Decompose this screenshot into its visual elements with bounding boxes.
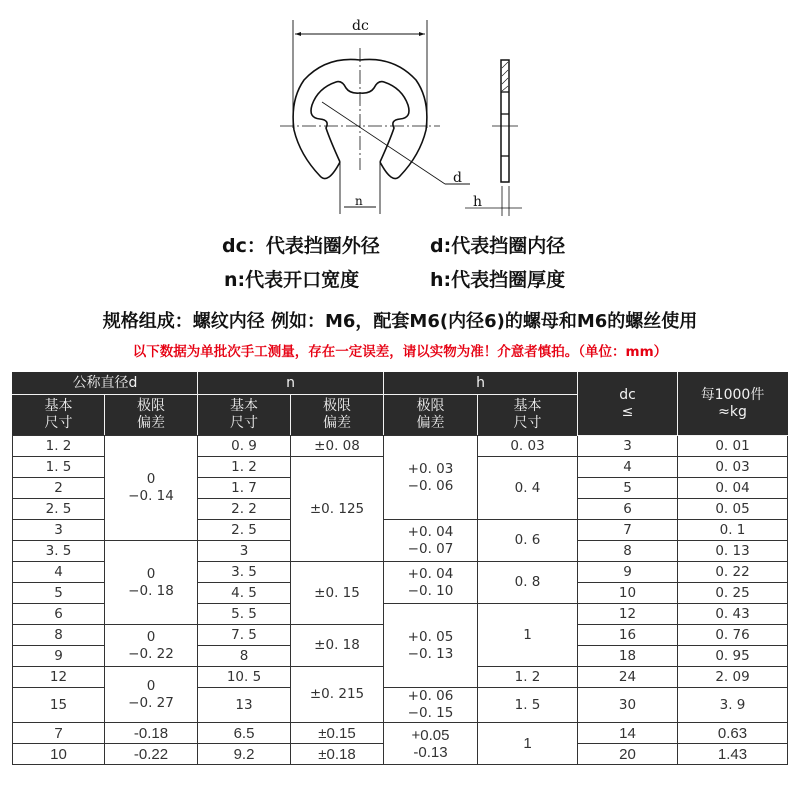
d-dimension-label: d (453, 170, 462, 186)
n-basic-cell: 6.5 (198, 723, 291, 744)
circlip-spec-table (12, 372, 788, 765)
dc-cell: 4 (578, 457, 678, 478)
header-nominal-diameter: 公称直径d (13, 373, 198, 395)
h-basic-cell: 0. 6 (478, 520, 578, 562)
spec-description: 规格组成：螺纹内径 例如：M6，配套M6(内径6)的螺母和M6的螺丝使用 (102, 311, 698, 332)
header-dc: dc ≤ (578, 373, 678, 436)
dc-dimension-label: dc (352, 18, 369, 34)
dc-cell: 14 (578, 723, 678, 744)
n-dimension-label: n (355, 194, 363, 208)
header-h: h (384, 373, 578, 395)
weight-cell: 0.63 (678, 723, 788, 744)
dc-cell: 7 (578, 520, 678, 541)
dc-cell: 5 (578, 478, 678, 499)
h-tolerance-cell: +0. 04 −0. 10 (384, 562, 478, 604)
dc-cell: 3 (578, 436, 678, 457)
weight-cell: 0. 25 (678, 583, 788, 604)
d-basic-cell: 15 (13, 688, 105, 723)
d-tolerance-cell: 0 −0. 18 (105, 541, 198, 625)
weight-cell: 2. 09 (678, 667, 788, 688)
dc-cell: 18 (578, 646, 678, 667)
d-basic-cell: 8 (13, 625, 105, 646)
n-tolerance-cell: ±0. 18 (291, 625, 384, 667)
d-tolerance-cell: -0.18 (105, 723, 198, 744)
weight-cell: 0. 03 (678, 457, 788, 478)
h-tolerance-cell: +0. 06 −0. 15 (384, 688, 478, 723)
h-basic-cell: 1 (478, 604, 578, 667)
n-tolerance-cell: ±0. 125 (291, 457, 384, 562)
h-basic-cell: 1. 2 (478, 667, 578, 688)
n-basic-cell: 7. 5 (198, 625, 291, 646)
n-basic-cell: 0. 9 (198, 436, 291, 457)
d-basic-cell: 2. 5 (13, 499, 105, 520)
weight-cell: 0. 13 (678, 541, 788, 562)
d-tolerance-cell: 0 −0. 22 (105, 625, 198, 667)
dc-cell: 24 (578, 667, 678, 688)
e-clip-drawing (260, 0, 540, 220)
dc-cell: 12 (578, 604, 678, 625)
h-tolerance-cell: +0. 03 −0. 06 (384, 436, 478, 520)
d-basic-cell: 3. 5 (13, 541, 105, 562)
dc-cell: 30 (578, 688, 678, 723)
n-basic-cell: 2. 2 (198, 499, 291, 520)
dc-cell: 10 (578, 583, 678, 604)
n-basic-cell: 5. 5 (198, 604, 291, 625)
d-tolerance-cell: 0 −0. 27 (105, 667, 198, 723)
n-tolerance-cell: ±0.18 (291, 744, 384, 765)
n-tolerance-cell: ±0. 15 (291, 562, 384, 625)
d-basic-cell: 6 (13, 604, 105, 625)
legend-d: d:代表挡圈内径 (430, 235, 566, 257)
n-basic-cell: 13 (198, 688, 291, 723)
d-basic-cell: 2 (13, 478, 105, 499)
weight-cell: 0. 22 (678, 562, 788, 583)
n-basic-cell: 9.2 (198, 744, 291, 765)
weight-cell: 0. 95 (678, 646, 788, 667)
weight-cell: 1.43 (678, 744, 788, 765)
n-basic-cell: 4. 5 (198, 583, 291, 604)
n-basic-cell: 10. 5 (198, 667, 291, 688)
dc-cell: 9 (578, 562, 678, 583)
n-basic-cell: 1. 2 (198, 457, 291, 478)
d-basic-cell: 9 (13, 646, 105, 667)
header-d-tolerance: 极限 偏差 (105, 395, 198, 436)
d-tolerance-cell: 0 −0. 14 (105, 436, 198, 541)
h-tolerance-cell: +0. 05 −0. 13 (384, 604, 478, 688)
d-basic-cell: 7 (13, 723, 105, 744)
d-basic-cell: 4 (13, 562, 105, 583)
legend-h: h:代表挡圈厚度 (430, 269, 566, 291)
weight-cell: 0. 05 (678, 499, 788, 520)
dc-cell: 8 (578, 541, 678, 562)
h-basic-cell: 1. 5 (478, 688, 578, 723)
header-n: n (198, 373, 384, 395)
header-n-basic: 基本 尺寸 (198, 395, 291, 436)
n-basic-cell: 8 (198, 646, 291, 667)
d-basic-cell: 10 (13, 744, 105, 765)
d-basic-cell: 5 (13, 583, 105, 604)
n-basic-cell: 3 (198, 541, 291, 562)
header-d-basic: 基本 尺寸 (13, 395, 105, 436)
dc-cell: 16 (578, 625, 678, 646)
table-row (13, 436, 788, 457)
d-basic-cell: 3 (13, 520, 105, 541)
weight-cell: 0. 01 (678, 436, 788, 457)
d-basic-cell: 1. 5 (13, 457, 105, 478)
h-tolerance-cell: +0.05 -0.13 (384, 723, 478, 765)
n-tolerance-cell: ±0. 08 (291, 436, 384, 457)
dc-cell: 6 (578, 499, 678, 520)
weight-cell: 3. 9 (678, 688, 788, 723)
weight-cell: 0. 1 (678, 520, 788, 541)
table-row (13, 723, 788, 744)
d-basic-cell: 1. 2 (13, 436, 105, 457)
header-n-tolerance: 极限 偏差 (291, 395, 384, 436)
n-basic-cell: 1. 7 (198, 478, 291, 499)
n-basic-cell: 2. 5 (198, 520, 291, 541)
legend-n: n:代表开口宽度 (224, 269, 360, 291)
header-h-basic: 基本 尺寸 (478, 395, 578, 436)
n-basic-cell: 3. 5 (198, 562, 291, 583)
n-tolerance-cell: ±0. 215 (291, 667, 384, 723)
header-weight: 每1000件 ≈kg (678, 373, 788, 436)
h-basic-cell: 0. 03 (478, 436, 578, 457)
d-tolerance-cell: -0.22 (105, 744, 198, 765)
h-dimension-label: h (473, 194, 483, 210)
h-tolerance-cell: +0. 04 −0. 07 (384, 520, 478, 562)
h-basic-cell: 1 (478, 723, 578, 765)
measurement-disclaimer: 以下数据为单批次手工测量，存在一定误差，请以实物为准！介意者慎拍。（单位：mm） (132, 344, 668, 360)
n-tolerance-cell: ±0.15 (291, 723, 384, 744)
dc-cell: 20 (578, 744, 678, 765)
header-h-tolerance: 极限 偏差 (384, 395, 478, 436)
h-basic-cell: 0. 8 (478, 562, 578, 604)
weight-cell: 0. 43 (678, 604, 788, 625)
d-basic-cell: 12 (13, 667, 105, 688)
weight-cell: 0. 04 (678, 478, 788, 499)
h-basic-cell: 0. 4 (478, 457, 578, 520)
legend-dc: dc：代表挡圈外径 (222, 235, 380, 257)
weight-cell: 0. 76 (678, 625, 788, 646)
